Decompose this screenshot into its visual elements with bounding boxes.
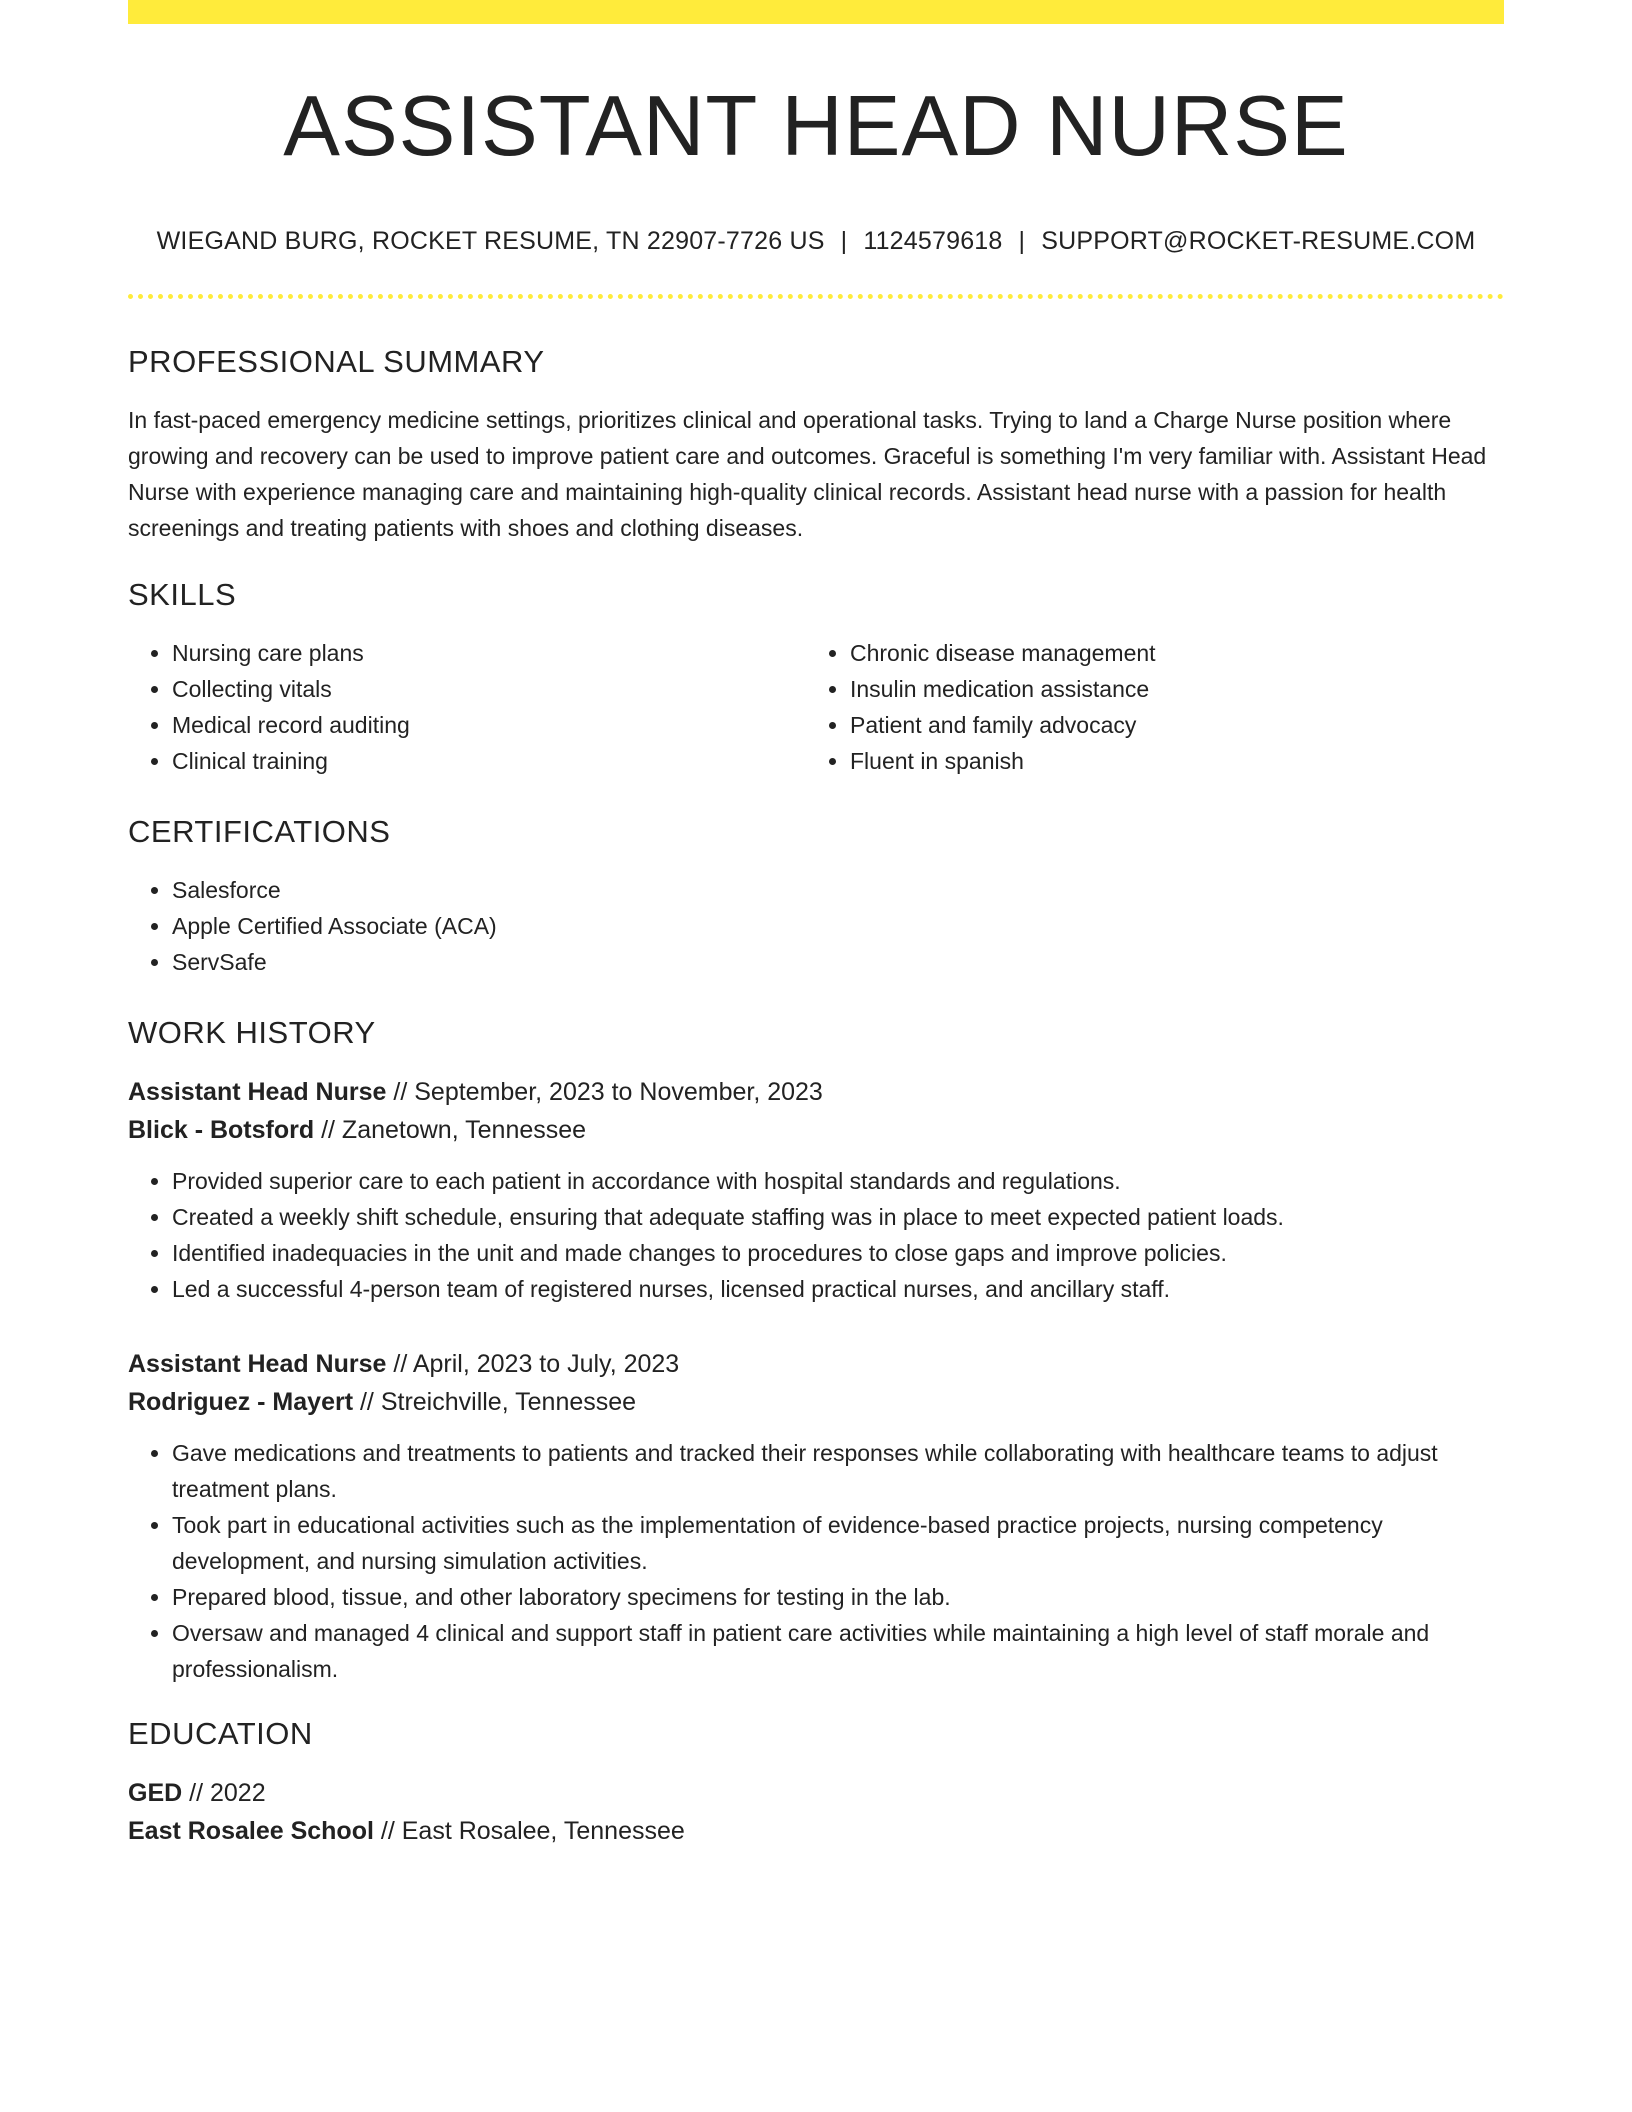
job-bullet: • Created a weekly shift schedule, ensuring that adequate staffing was in place to meet expected patient loads. [172,1199,1504,1235]
job-header-2 [128,1345,1504,1421]
skills-column-right [806,635,1484,779]
skill-item: • Patient and family advocacy [850,707,1484,743]
job-role-line [128,1073,1504,1111]
job-bullets-2 [128,1435,1504,1687]
education-school: East Rosalee School [128,1817,374,1846]
summary-text: In fast-paced emergency medicine settings, prioritizes clinical and operational tasks. Trying to land a Charge Nurse position where growing and recovery can be used to improve patient care and outcomes. Graceful is something I'm very familiar with. Assistant Head Nurse with experience managing care and maintaining high-quality clinical records. Assistant head nurse with a passion for health screenings and treating patients with shoes and clothing diseases. [128,406,1487,541]
contact-separator: | [1018,226,1026,255]
contact-address: WIEGAND BURG, ROCKET RESUME, TN 22907-7726 US [156,226,825,255]
skills-list-right [806,635,1484,779]
job-role: Assistant Head Nurse [128,1350,387,1379]
job-company-line [128,1111,1504,1149]
skills-heading: SKILLS [128,576,237,612]
education-degree: GED [128,1779,183,1808]
top-accent-bar [128,0,1504,24]
field-divider: // [182,1779,210,1808]
education-school-line [128,1812,1504,1850]
job-bullet: • Prepared blood, tissue, and other laboratory specimens for testing in the lab. [172,1579,1504,1615]
certifications-heading: CERTIFICATIONS [128,813,391,849]
job-company-line [128,1383,1504,1421]
education-entry [128,1774,1504,1850]
field-divider: // [386,1078,415,1107]
education-heading: EDUCATION [128,1716,313,1752]
skill-item: • Insulin medication assistance [850,671,1484,707]
skills-grid [128,635,1504,779]
dotted-divider [128,294,1504,299]
job-bullet: • Took part in educational activities such as the implementation of evidence-based practice projects, nursing competency development, and nursing simulation activities. [172,1507,1504,1579]
job-bullet: • Identified inadequacies in the unit and made changes to procedures to close gaps and improve policies. [172,1235,1504,1271]
skill-item: • Chronic disease management [850,635,1484,671]
education-degree-line [128,1774,1504,1812]
contact-separator: | [840,226,848,255]
job-bullet: • Provided superior care to each patient in accordance with hospital standards and regulations. [172,1163,1504,1199]
field-divider: // [386,1350,413,1379]
skill-item: • Nursing care plans [172,635,806,671]
skills-list-left [128,635,806,779]
job-bullet: • Oversaw and managed 4 clinical and support staff in patient care activities while maintaining a high level of staff morale and professionalism. [172,1615,1504,1687]
certifications-list [128,872,1504,980]
education-year: 2022 [209,1779,266,1808]
resume-title: ASSISTANT HEAD NURSE [283,79,1349,174]
job-location: Zanetown, Tennessee [341,1116,587,1145]
job-company: Blick - Botsford [128,1116,315,1145]
job-header-1 [128,1073,1504,1149]
certification-item: • Apple Certified Associate (ACA) [172,908,1504,944]
contact-phone: 1124579618 [863,226,1003,255]
work-history-heading: WORK HISTORY [128,1015,376,1051]
job-bullets-1 [128,1163,1504,1307]
resume-page [128,0,1504,1850]
job-bullet: • Led a successful 4-person team of registered nurses, licensed practical nurses, and ancillary staff. [172,1271,1504,1307]
field-divider: // [373,1817,402,1846]
field-divider: // [353,1388,381,1417]
summary-heading: PROFESSIONAL SUMMARY [128,343,545,379]
skill-item: • Fluent in spanish [850,743,1484,779]
job-dates: September, 2023 to November, 2023 [414,1078,823,1107]
contact-email: SUPPORT@ROCKET-RESUME.COM [1041,226,1476,255]
contact-line [128,226,1504,256]
job-company: Rodriguez - Mayert [128,1388,354,1417]
job-location: Streichville, Tennessee [380,1388,637,1417]
job-dates: April, 2023 to July, 2023 [412,1350,680,1379]
job-role-line [128,1345,1504,1383]
job-role: Assistant Head Nurse [128,1078,387,1107]
certification-item: • ServSafe [172,944,1504,980]
skill-item: • Clinical training [172,743,806,779]
education-location: East Rosalee, Tennessee [401,1817,685,1846]
skill-item: • Collecting vitals [172,671,806,707]
field-divider: // [314,1116,342,1145]
skills-column-left [128,635,806,779]
certification-item: • Salesforce [172,872,1504,908]
job-bullet: • Gave medications and treatments to patients and tracked their responses while collaborating with healthcare teams to adjust treatment plans. [172,1435,1504,1507]
skill-item: • Medical record auditing [172,707,806,743]
